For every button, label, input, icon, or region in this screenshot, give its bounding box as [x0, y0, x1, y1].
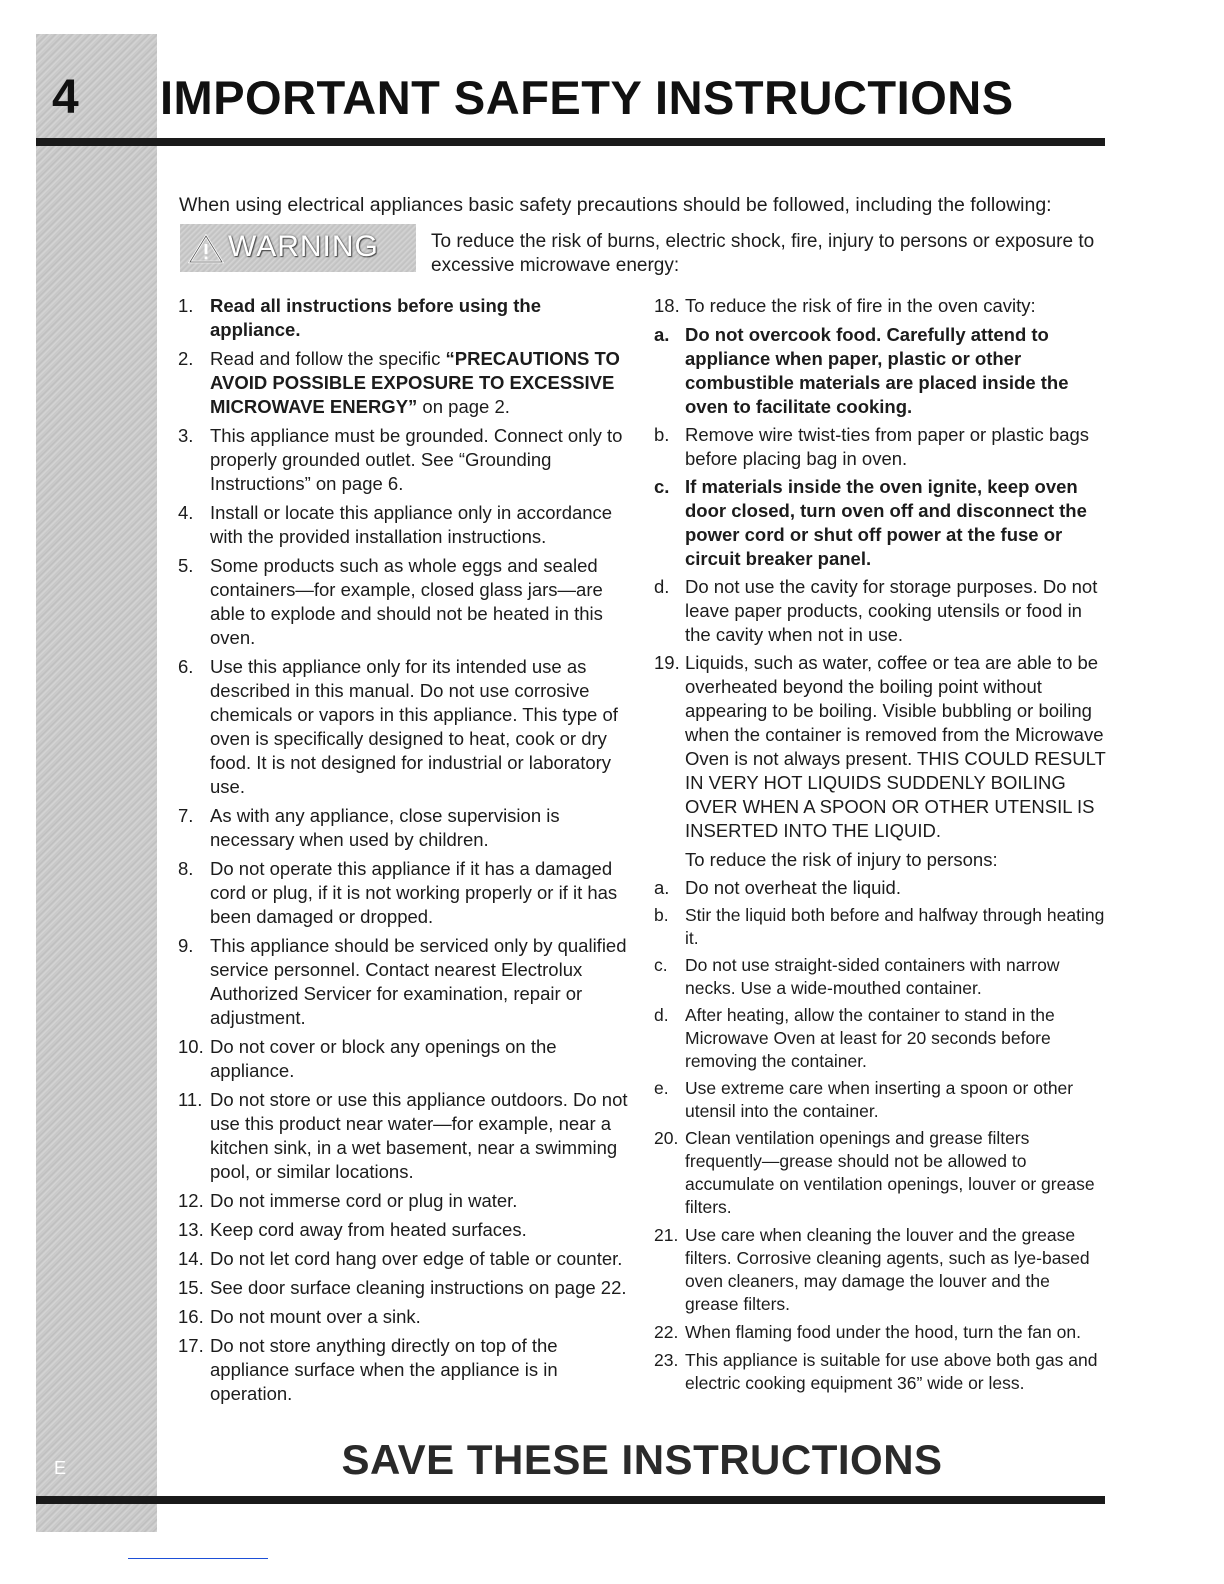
page-title: IMPORTANT SAFETY INSTRUCTIONS: [160, 71, 1014, 124]
item-text: This appliance should be serviced only by qualified service personnel. Contact nearest Electrolux Authorized Servicer for examination, repair or adjustment.: [210, 935, 627, 1028]
sub-text: Do not use straight-sided containers with narrow necks. Use a wide-mouthed container.: [685, 955, 1060, 998]
item-number: 5.: [178, 555, 194, 576]
item-text: Do not immerse cord or plug in water.: [210, 1190, 518, 1211]
list-item: [178, 424, 630, 496]
item-number: 23.: [654, 1350, 679, 1370]
item-number: 8.: [178, 858, 194, 879]
item-number: 6.: [178, 656, 194, 677]
sub-item: [654, 475, 1106, 571]
item-number: 1.: [178, 295, 194, 316]
item-text: This appliance is suitable for use above both gas and electric cooking equipment 36” wide or less.: [685, 1350, 1098, 1393]
right-column: [654, 294, 1106, 1400]
header-rule: [36, 138, 1105, 146]
item-text-pre: Read and follow the specific: [210, 348, 446, 369]
item-number: 11.: [178, 1089, 203, 1110]
intro-text: When using electrical appliances basic safety precautions should be followed, including the following:: [179, 194, 1052, 216]
item-text-post: on page 2.: [417, 396, 510, 417]
warning-badge: [180, 224, 416, 272]
item-text: Keep cord away from heated surfaces.: [210, 1219, 527, 1240]
item-text: This appliance must be grounded. Connect only to properly grounded outlet. See “Grounding Instructions” on page 6.: [210, 425, 623, 494]
sub-text: After heating, allow the container to stand in the Microwave Oven at least for 20 seconds before removing the container.: [685, 1005, 1055, 1071]
sub-letter: a.: [654, 324, 670, 345]
list-item: [178, 1035, 630, 1083]
item-text: Read all instructions before using the appliance.: [210, 295, 541, 340]
item-number: 22.: [654, 1322, 679, 1342]
item-text: Do not let cord hang over edge of table or counter.: [210, 1248, 623, 1269]
sub-letter: c.: [654, 955, 668, 975]
sub-text: Remove wire twist-ties from paper or plastic bags before placing bag in oven.: [685, 424, 1090, 469]
item-number: 9.: [178, 935, 194, 956]
item-text: Clean ventilation openings and grease filters frequently—grease should not be allowed to accumulate on ventilation openings, louver or grease filters.: [685, 1128, 1095, 1217]
sub-letter: c.: [654, 476, 670, 497]
list-item: [178, 804, 630, 852]
list-item: [654, 1127, 1106, 1219]
sub-letter: b.: [654, 905, 669, 925]
sub-item: [654, 423, 1106, 471]
save-instructions-heading: SAVE THESE INSTRUCTIONS: [341, 1436, 943, 1483]
sub-text: If materials inside the oven ignite, keep oven door closed, turn oven off and disconnect the power cord or shut off power at the fuse or circuit breaker panel.: [685, 476, 1087, 569]
list-item: [178, 1218, 630, 1242]
item-text: Install or locate this appliance only in accordance with the provided installation instructions.: [210, 502, 613, 547]
item-text: See door surface cleaning instructions on page 22.: [210, 1277, 627, 1298]
item-text: [210, 347, 630, 419]
item-number: 4.: [178, 502, 194, 523]
item-text: Use care when cleaning the louver and the grease filters. Corrosive cleaning agents, such as lye-based oven cleaners, may damage the louver and the grease filters.: [685, 1225, 1090, 1314]
side-tab: [36, 34, 157, 1532]
item-text: As with any appliance, close supervision is necessary when used by children.: [210, 805, 560, 850]
list-item: [654, 1224, 1106, 1316]
sub-text: Do not use the cavity for storage purposes. Do not leave paper products, cooking utensils or food in the cavity when not in use.: [685, 576, 1098, 645]
item-number: 2.: [178, 348, 194, 369]
item-number: 15.: [178, 1277, 204, 1298]
item-number: 20.: [654, 1128, 679, 1148]
sub-item: [654, 1077, 1106, 1123]
list-item: [178, 1247, 630, 1271]
item-number: 16.: [178, 1306, 204, 1327]
item-number: 18.: [654, 295, 680, 316]
list-item: [654, 651, 1106, 843]
list-item: [178, 1189, 630, 1213]
item-number: 7.: [178, 805, 194, 826]
item-number: 14.: [178, 1248, 204, 1269]
page-number: 4: [52, 71, 79, 124]
sub-item: [654, 575, 1106, 647]
sub-item: [654, 1004, 1106, 1073]
item-text: Liquids, such as water, coffee or tea are able to be overheated beyond the boiling point without appearing to be boiling. Visible bubbling or boiling when the container is removed from the Microwave Oven is not always present. THIS COULD RESULT IN VERY HOT LIQUIDS SUDDENLY BOILING OVER WHEN A SPOON OR OTHER UTENSIL IS INSERTED INTO THE LIQUID.: [685, 652, 1106, 841]
list-item: [178, 1088, 630, 1184]
list-item: [178, 1276, 630, 1300]
left-column: [178, 294, 630, 1411]
list-item: [654, 1349, 1106, 1395]
item-text: Do not mount over a sink.: [210, 1306, 421, 1327]
warning-text: To reduce the risk of burns, electric shock, fire, injury to persons or exposure to excessive microwave energy:: [431, 231, 1095, 276]
list-item: [178, 347, 630, 419]
sub-letter: a.: [654, 877, 670, 898]
link-underline: [128, 1558, 268, 1559]
sub-letter: d.: [654, 576, 670, 597]
item-text: Do not store or use this appliance outdoors. Do not use this product near water—for example, near a kitchen sink, in a wet basement, near a swimming pool, or similar locations.: [210, 1089, 628, 1182]
warning-label: WARNING: [228, 230, 379, 263]
item-text: Use this appliance only for its intended use as described in this manual. Do not use corrosive chemicals or vapors in this appliance. This type of oven is specifically designed to heat, cook or dry food. It is not designed for industrial or laboratory use.: [210, 656, 618, 797]
sub-note: To reduce the risk of injury to persons:: [685, 849, 998, 870]
item-number: 17.: [178, 1335, 204, 1356]
item-number: 3.: [178, 425, 194, 446]
sub-text: Do not overheat the liquid.: [685, 877, 901, 898]
sub-text: Use extreme care when inserting a spoon or other utensil into the container.: [685, 1078, 1074, 1121]
item-number: 19.: [654, 652, 680, 673]
item-text: Do not operate this appliance if it has a damaged cord or plug, if it is not working properly or if it has been damaged or dropped.: [210, 858, 618, 927]
sub-text: Do not overcook food. Carefully attend to appliance when paper, plastic or other combustible materials are placed inside the oven to facilitate cooking.: [685, 324, 1069, 417]
warning-triangle-icon: [188, 234, 224, 264]
list-item: [178, 294, 630, 342]
item-text: Do not cover or block any openings on the appliance.: [210, 1036, 557, 1081]
sub-item: [654, 323, 1106, 419]
item-text: To reduce the risk of fire in the oven cavity:: [685, 295, 1036, 316]
footer-rule: [36, 1496, 1105, 1504]
item-text: Do not store anything directly on top of the appliance surface when the appliance is in operation.: [210, 1335, 558, 1404]
item-text: When flaming food under the hood, turn the fan on.: [685, 1322, 1081, 1342]
item-number: 13.: [178, 1219, 204, 1240]
sub-text: Stir the liquid both before and halfway through heating it.: [685, 905, 1105, 948]
list-item: [178, 857, 630, 929]
item-text: Some products such as whole eggs and sealed containers—for example, closed glass jars—are able to explode and should not be heated in this oven.: [210, 555, 603, 648]
list-item: [654, 294, 1106, 318]
sub-letter: d.: [654, 1005, 669, 1025]
list-item: [178, 554, 630, 650]
item-text-bold: “PRECAUTIONS TO AVOID POSSIBLE EXPOSURE TO EXCESSIVE MICROWAVE ENERGY”: [210, 348, 620, 417]
language-tab-letter: E: [54, 1458, 67, 1478]
item-number: 10.: [178, 1036, 204, 1057]
sub-item: [654, 876, 1106, 900]
list-item: [178, 655, 630, 799]
list-item: [178, 934, 630, 1030]
list-item: [654, 1321, 1106, 1344]
list-item: [178, 1305, 630, 1329]
item-number: 12.: [178, 1190, 204, 1211]
list-item: [178, 1334, 630, 1406]
sub-letter: e.: [654, 1078, 669, 1098]
sub-letter: b.: [654, 424, 670, 445]
list-item: [178, 501, 630, 549]
sub-item: [654, 954, 1106, 1000]
item-number: 21.: [654, 1225, 679, 1245]
sub-item: [654, 904, 1106, 950]
